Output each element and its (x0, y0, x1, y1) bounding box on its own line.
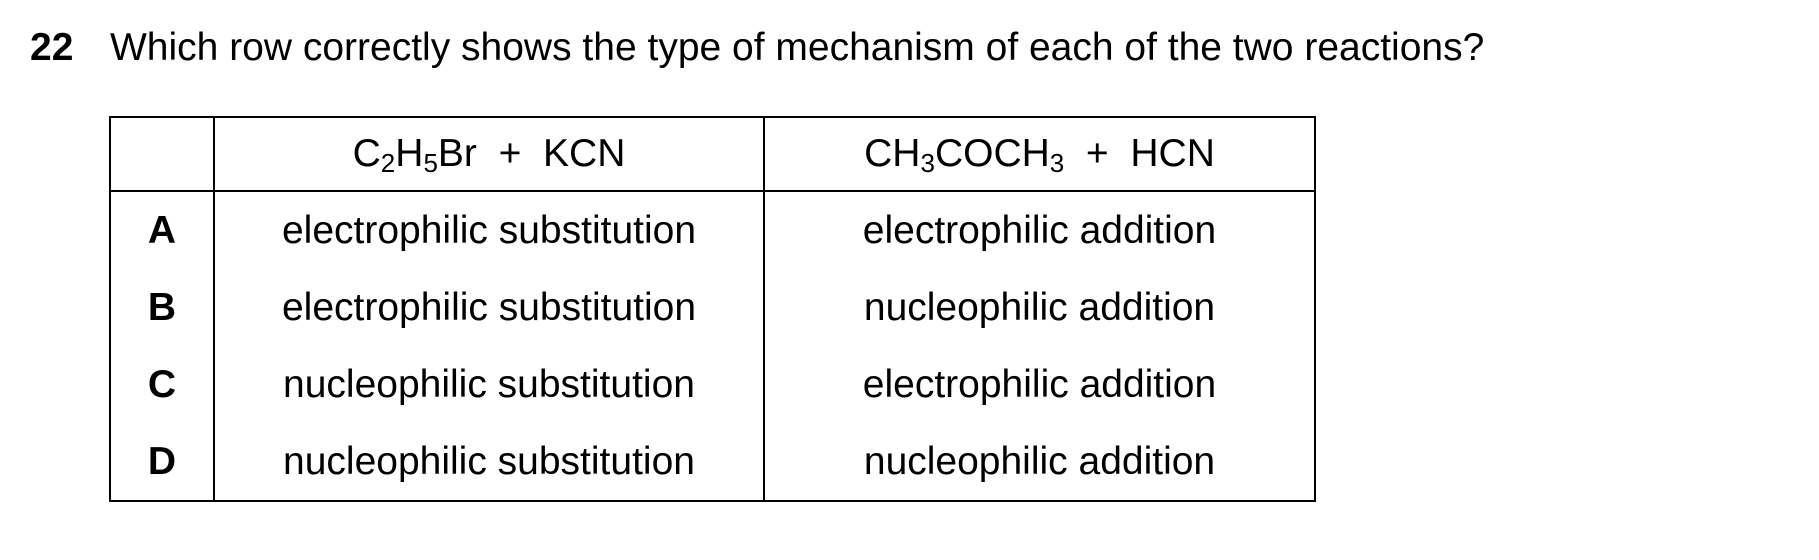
answer-table (109, 116, 1316, 502)
header-reaction-1 (214, 117, 764, 191)
option-reaction-1: electrophilic substitution (214, 191, 764, 269)
option-reaction-2: nucleophilic addition (764, 423, 1315, 501)
option-reaction-1: electrophilic substitution (214, 269, 764, 346)
option-reaction-2: electrophilic addition (764, 346, 1315, 423)
table-header-row (110, 117, 1315, 191)
formula-part: C (352, 132, 381, 175)
option-reaction-1: nucleophilic substitution (214, 423, 764, 501)
option-letter: B (110, 269, 214, 346)
header-reaction-2 (764, 117, 1315, 191)
option-reaction-1: nucleophilic substitution (214, 346, 764, 423)
option-letter: D (110, 423, 214, 501)
formula-subscript: 3 (920, 148, 935, 178)
option-reaction-2: electrophilic addition (764, 191, 1315, 269)
option-reaction-2: nucleophilic addition (764, 269, 1315, 346)
formula-subscript: 3 (1049, 148, 1065, 178)
option-row-b (110, 269, 1315, 346)
header-blank-cell (110, 117, 214, 191)
question-number: 22 (30, 26, 74, 69)
formula-part: COCH (934, 132, 1050, 175)
option-row-d (110, 423, 1315, 501)
option-letter: C (110, 346, 214, 423)
question-stem (30, 24, 1484, 72)
formula-part: CH (864, 132, 921, 175)
option-letter: A (110, 191, 214, 269)
formula-subscript: 2 (380, 148, 396, 178)
option-row-c (110, 346, 1315, 423)
option-row-a (110, 191, 1315, 269)
question-text: Which row correctly shows the type of mechanism of each of the two reactions? (110, 26, 1485, 69)
formula-part: H (395, 132, 424, 175)
formula-subscript: 5 (423, 148, 438, 178)
formula-part: + HCN (1064, 132, 1215, 175)
formula-part: Br + KCN (437, 132, 626, 175)
